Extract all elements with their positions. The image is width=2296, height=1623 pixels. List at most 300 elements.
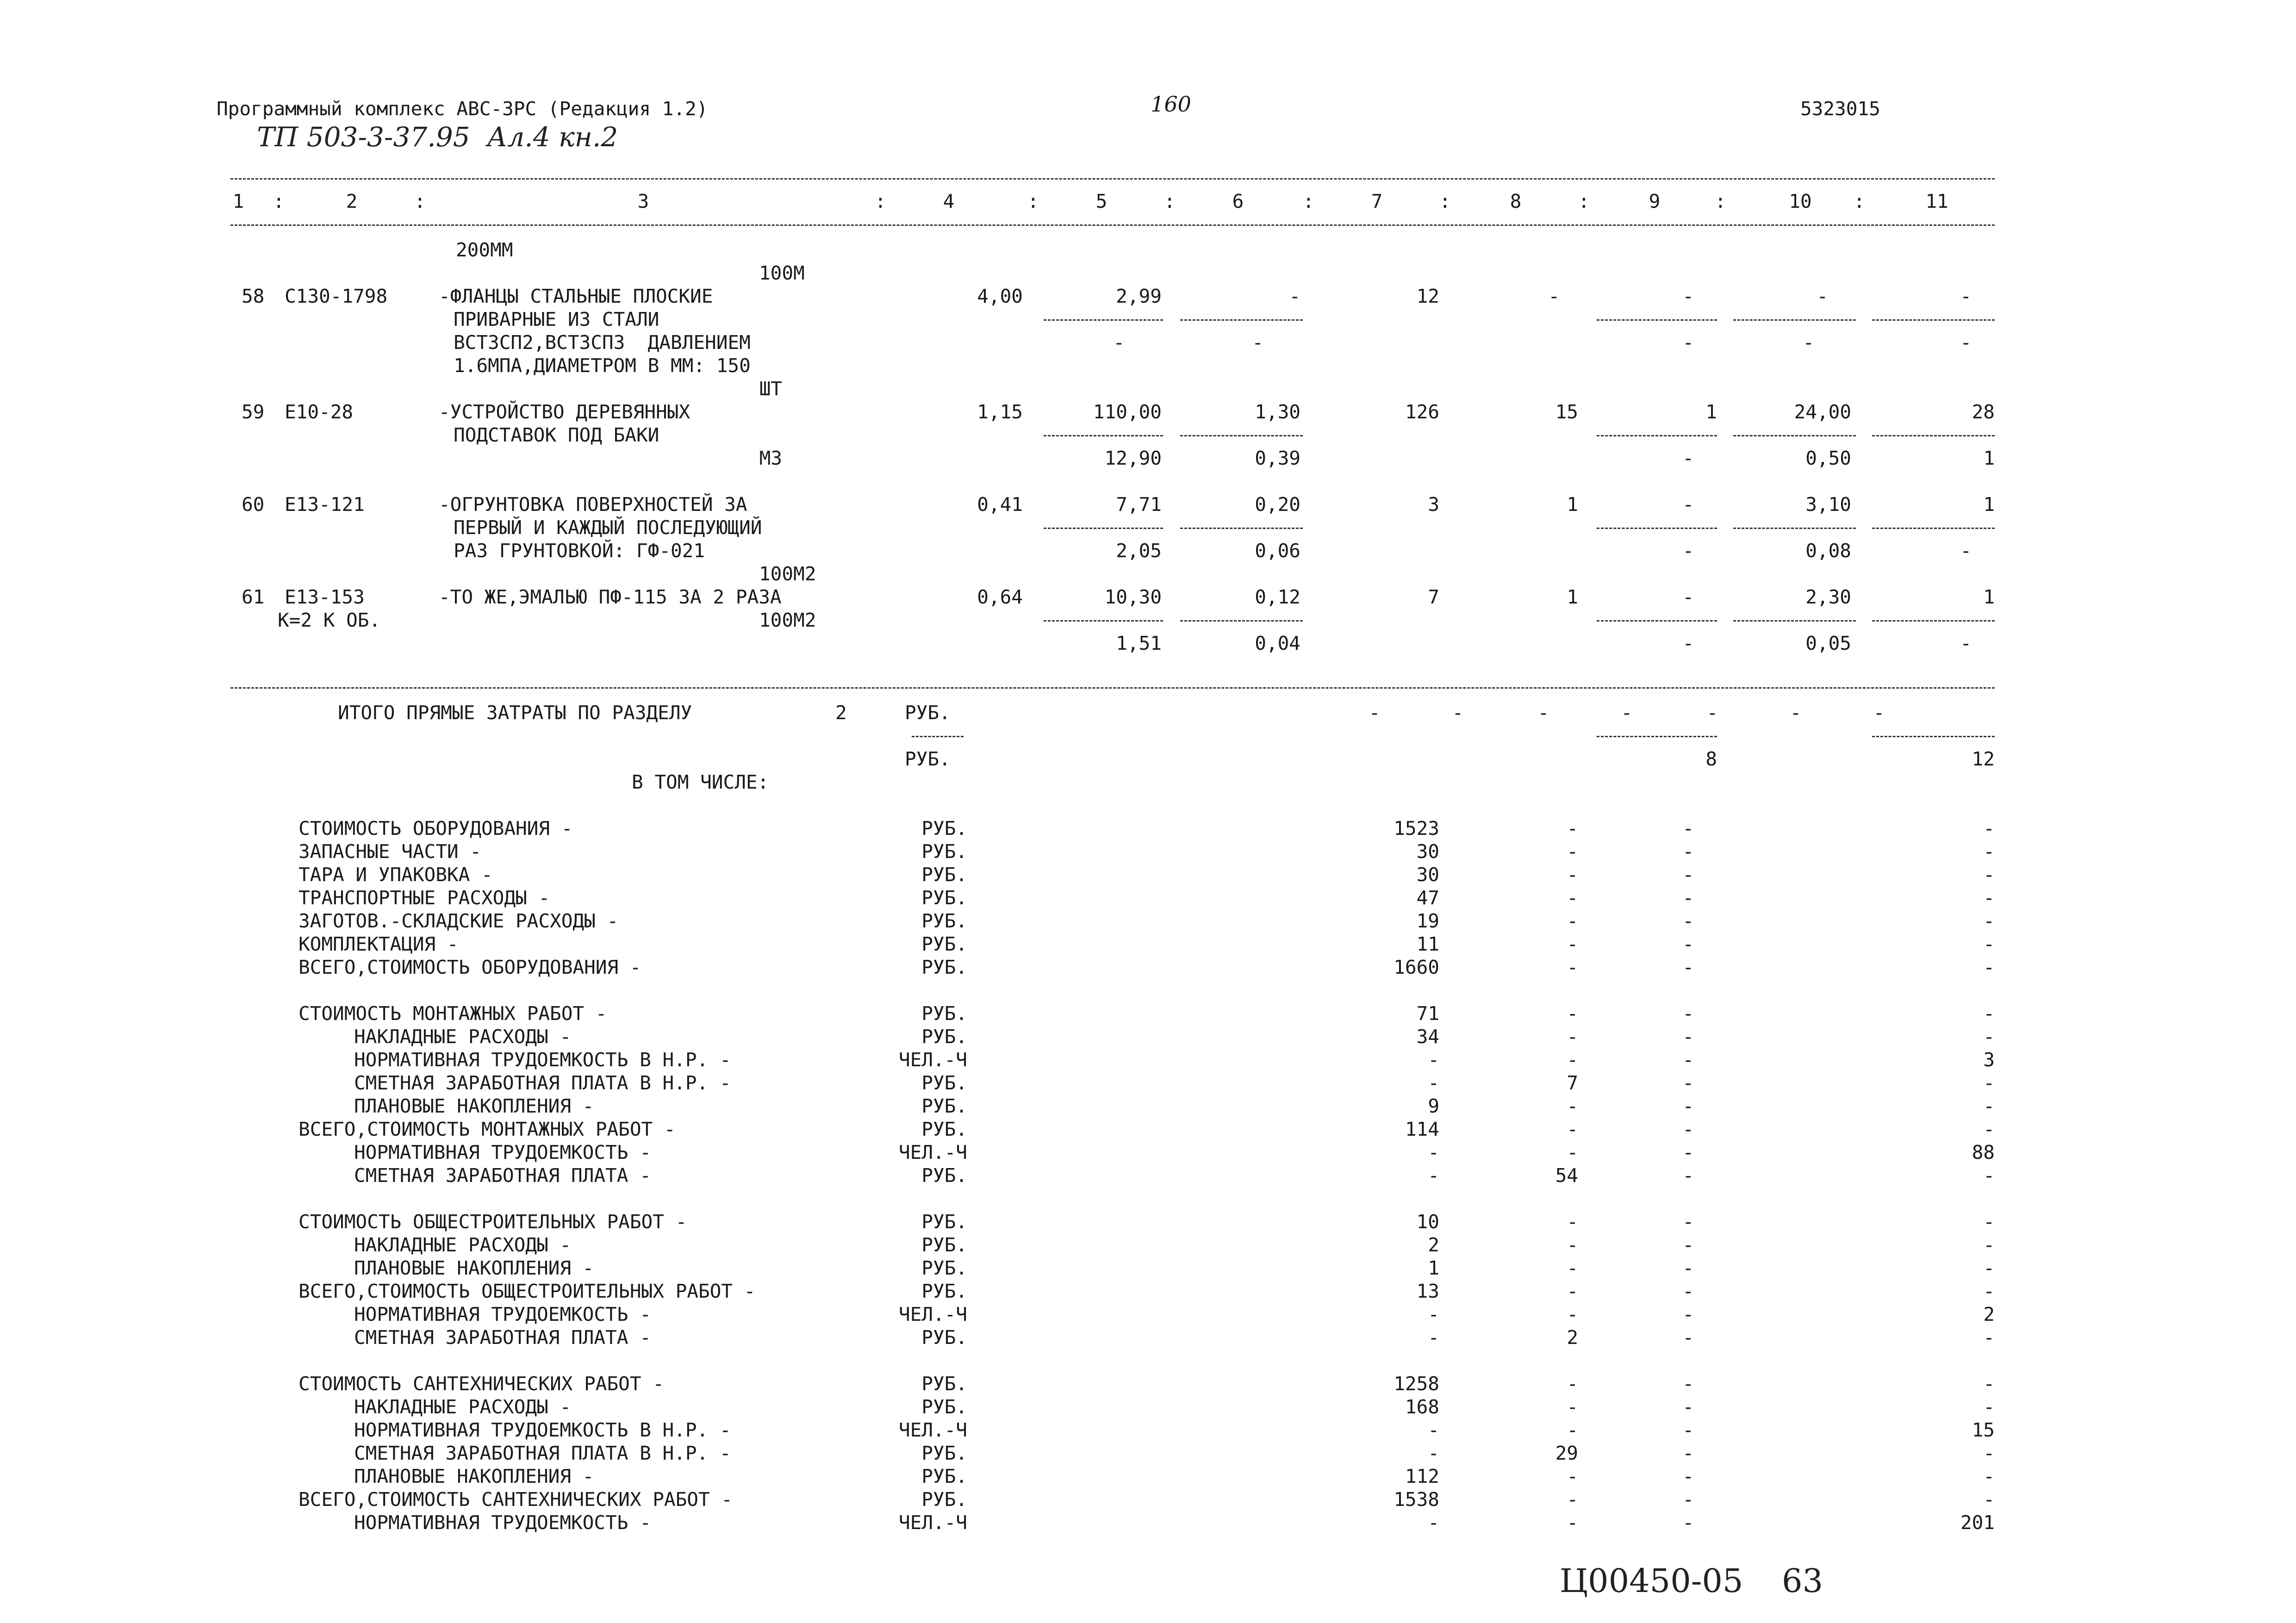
- summary-c7: 13: [1416, 1280, 1439, 1302]
- subtotal-rule: [1597, 528, 1717, 529]
- summary-c8: 2: [1567, 1326, 1578, 1349]
- summary-c8: -: [1567, 956, 1578, 978]
- summary-c8: -: [1567, 1396, 1578, 1418]
- archive-stamp: Ц00450-05: [1560, 1562, 1743, 1600]
- cell-wage-c9: -: [1682, 632, 1694, 654]
- cell-unit-cost: 110,00: [1093, 401, 1162, 423]
- subtotal-rule: [1872, 620, 1995, 622]
- carry-line: 200ММ: [456, 239, 513, 261]
- summary-c9: -: [1682, 956, 1694, 978]
- subtotal-rule: [1872, 528, 1995, 529]
- summary-unit: РУБ.: [921, 1026, 967, 1048]
- item-unit: ШТ: [759, 378, 782, 400]
- summary-label: СМЕТНАЯ ЗАРАБОТНАЯ ПЛАТА -: [354, 1326, 651, 1349]
- cell-c11: 1: [1983, 586, 1995, 608]
- totals-section: 2: [835, 702, 847, 724]
- cell-wage-c10: -: [1803, 331, 1814, 354]
- summary-unit: РУБ.: [921, 864, 967, 886]
- summary-label: ЗАПАСНЫЕ ЧАСТИ -: [299, 840, 481, 863]
- section-rule: [230, 687, 1995, 689]
- summary-c7: 1: [1428, 1257, 1439, 1279]
- cell-wage-c11: 1: [1983, 447, 1995, 469]
- cell-wage-c5: 12,90: [1104, 447, 1162, 469]
- summary-c8: -: [1567, 1419, 1578, 1441]
- cell-quantity: 0,64: [977, 586, 1023, 608]
- summary-unit: РУБ.: [921, 1118, 967, 1140]
- summary-c8: -: [1567, 1280, 1578, 1302]
- cell-c7: 12: [1416, 285, 1439, 307]
- item-number: 61: [242, 586, 265, 608]
- summary-c7: 168: [1405, 1396, 1439, 1418]
- summary-c7: 30: [1416, 864, 1439, 886]
- summary-label: ПЛАНОВЫЕ НАКОПЛЕНИЯ -: [354, 1257, 594, 1279]
- summary-c11: -: [1983, 1373, 1995, 1395]
- totals-title: ИТОГО ПРЯМЫЕ ЗАТРАТЫ ПО РАЗДЕЛУ: [338, 702, 692, 724]
- cell-wage-c6: 0,06: [1255, 540, 1300, 562]
- cell-wage-c11: -: [1960, 331, 1972, 354]
- item-code: С130-1798: [285, 285, 388, 307]
- subtotal-rule: [1872, 736, 1995, 737]
- doc-code: 5323015: [1800, 98, 1880, 120]
- totals-dash: -: [1452, 702, 1464, 724]
- summary-c8: -: [1567, 840, 1578, 863]
- totals-unit: РУБ.: [905, 702, 951, 724]
- summary-c7: -: [1428, 1511, 1439, 1534]
- cell-c10: 24,00: [1794, 401, 1851, 423]
- sheet-number: 63: [1782, 1562, 1823, 1600]
- column-label: 10: [1789, 190, 1812, 212]
- cell-c8: 15: [1555, 401, 1578, 423]
- cell-c11: 1: [1983, 493, 1995, 516]
- cell-wage-c11: -: [1960, 540, 1972, 562]
- summary-unit: РУБ.: [921, 1326, 967, 1349]
- page-number: 160: [1151, 92, 1191, 117]
- column-label: 4: [943, 190, 955, 212]
- summary-c11: 3: [1983, 1049, 1995, 1071]
- summary-c7: 114: [1405, 1118, 1439, 1140]
- cell-quantity: 0,41: [977, 493, 1023, 516]
- totals-c9: 8: [1705, 748, 1717, 770]
- summary-c9: -: [1682, 1141, 1694, 1163]
- summary-c11: -: [1983, 1026, 1995, 1048]
- summary-c11: 88: [1972, 1141, 1995, 1163]
- summary-unit: ЧЕЛ.-Ч: [898, 1511, 967, 1534]
- column-header-row: [0, 190, 2296, 213]
- summary-label: СТОИМОСТЬ ОБОРУДОВАНИЯ -: [299, 817, 573, 839]
- summary-c9: -: [1682, 1396, 1694, 1418]
- summary-c7: 11: [1416, 933, 1439, 955]
- subtotal-rule: [1733, 528, 1856, 529]
- summary-c11: -: [1983, 864, 1995, 886]
- summary-unit: РУБ.: [921, 887, 967, 909]
- summary-label: СМЕТНАЯ ЗАРАБОТНАЯ ПЛАТА В Н.Р. -: [354, 1442, 731, 1464]
- summary-c9: -: [1682, 864, 1694, 886]
- cell-c10: 3,10: [1805, 493, 1851, 516]
- cell-c9: 1: [1705, 401, 1717, 423]
- subtotal-rule: [1872, 319, 1995, 321]
- summary-unit: РУБ.: [921, 1373, 967, 1395]
- column-separator: :: [1715, 190, 1726, 212]
- column-separator: :: [1439, 190, 1451, 212]
- summary-c11: -: [1983, 887, 1995, 909]
- summary-c11: 2: [1983, 1303, 1995, 1325]
- summary-c8: -: [1567, 1257, 1578, 1279]
- summary-c9: -: [1682, 933, 1694, 955]
- summary-c7: -: [1428, 1072, 1439, 1094]
- cell-c10: 2,30: [1805, 586, 1851, 608]
- summary-unit: РУБ.: [921, 1442, 967, 1464]
- summary-label: СМЕТНАЯ ЗАРАБОТНАЯ ПЛАТА В Н.Р. -: [354, 1072, 731, 1094]
- cell-wage-c9: -: [1682, 447, 1694, 469]
- program-title: Программный комплекс АВС-3РС (Редакция 1.2): [217, 98, 708, 120]
- summary-label: НОРМАТИВНАЯ ТРУДОЕМКОСТЬ -: [354, 1141, 651, 1163]
- cell-c11: -: [1960, 285, 1972, 307]
- column-separator: :: [1303, 190, 1314, 212]
- summary-unit: РУБ.: [921, 956, 967, 978]
- item-desc-line: -ФЛАНЦЫ СТАЛЬНЫЕ ПЛОСКИЕ: [439, 285, 713, 307]
- cell-c11: 28: [1972, 401, 1995, 423]
- summary-unit: ЧЕЛ.-Ч: [898, 1419, 967, 1441]
- summary-unit: ЧЕЛ.-Ч: [898, 1049, 967, 1071]
- item-desc-line: ПОДСТАВОК ПОД БАКИ: [454, 424, 660, 446]
- cell-wage-c10: 0,08: [1805, 540, 1851, 562]
- column-label: 5: [1095, 190, 1108, 212]
- including-heading: В ТОМ ЧИСЛЕ:: [632, 771, 769, 793]
- summary-c8: -: [1567, 1511, 1578, 1534]
- item-code: Е10-28: [285, 401, 354, 423]
- summary-label: ВСЕГО,СТОИМОСТЬ САНТЕХНИЧЕСКИХ РАБОТ -: [299, 1488, 733, 1511]
- summary-c7: 34: [1416, 1026, 1439, 1048]
- summary-c8: -: [1567, 1488, 1578, 1511]
- cell-c7: 7: [1428, 586, 1439, 608]
- summary-unit: РУБ.: [921, 1396, 967, 1418]
- summary-c11: -: [1983, 817, 1995, 839]
- subtotal-rule: [1044, 620, 1163, 622]
- summary-c11: -: [1983, 1072, 1995, 1094]
- column-separator: :: [414, 190, 426, 212]
- item-desc-line: ВСТ3СП2,ВСТ3СП3 ДАВЛЕНИЕМ: [454, 331, 751, 354]
- summary-c8: 7: [1567, 1072, 1578, 1094]
- header-rule-bottom: [230, 224, 1995, 226]
- summary-c7: 10: [1416, 1211, 1439, 1233]
- item-unit: 100М2: [759, 563, 816, 585]
- summary-c9: -: [1682, 1002, 1694, 1025]
- subtotal-rule: [1044, 528, 1163, 529]
- summary-unit: РУБ.: [921, 1095, 967, 1117]
- column-label: 7: [1371, 190, 1383, 212]
- subtotal-rule: [1044, 435, 1163, 436]
- summary-label: НОРМАТИВНАЯ ТРУДОЕМКОСТЬ В Н.Р. -: [354, 1049, 731, 1071]
- summary-c9: -: [1682, 1049, 1694, 1071]
- summary-c7: 19: [1416, 910, 1439, 932]
- cell-c6: 0,12: [1255, 586, 1300, 608]
- summary-c7: 1660: [1394, 956, 1439, 978]
- summary-c7: -: [1428, 1049, 1439, 1071]
- summary-c9: -: [1682, 1118, 1694, 1140]
- summary-c8: -: [1567, 1118, 1578, 1140]
- summary-c8: -: [1567, 864, 1578, 886]
- column-label: 11: [1925, 190, 1948, 212]
- summary-c9: -: [1682, 887, 1694, 909]
- summary-c11: -: [1983, 1280, 1995, 1302]
- summary-label: ЗАГОТОВ.-СКЛАДСКИЕ РАСХОДЫ -: [299, 910, 619, 932]
- subtotal-rule: [1733, 620, 1856, 622]
- summary-c11: -: [1983, 933, 1995, 955]
- summary-c11: -: [1983, 1326, 1995, 1349]
- column-label: 6: [1232, 190, 1244, 212]
- item-unit: 100М2: [759, 609, 816, 631]
- column-label: 9: [1649, 190, 1661, 212]
- summary-c11: -: [1983, 910, 1995, 932]
- summary-c11: -: [1983, 1211, 1995, 1233]
- subtotal-rule: [1180, 435, 1303, 436]
- summary-c7: -: [1428, 1419, 1439, 1441]
- summary-c9: -: [1682, 1488, 1694, 1511]
- summary-c7: 30: [1416, 840, 1439, 863]
- summary-c7: 9: [1428, 1095, 1439, 1117]
- cell-unit-cost: 7,71: [1116, 493, 1162, 516]
- summary-c9: -: [1682, 1280, 1694, 1302]
- summary-c11: -: [1983, 1488, 1995, 1511]
- summary-unit: РУБ.: [921, 933, 967, 955]
- item-unit: М3: [759, 447, 782, 469]
- carry-unit: 100М: [759, 262, 805, 284]
- item-desc-line: -УСТРОЙСТВО ДЕРЕВЯННЫХ: [439, 401, 691, 423]
- cell-c6: 1,30: [1255, 401, 1300, 423]
- summary-c11: -: [1983, 1164, 1995, 1187]
- cell-c6: 0,20: [1255, 493, 1300, 516]
- summary-c7: 47: [1416, 887, 1439, 909]
- summary-c9: -: [1682, 840, 1694, 863]
- summary-c11: -: [1983, 1396, 1995, 1418]
- cell-wage-c5: 1,51: [1116, 632, 1162, 654]
- summary-c8: -: [1567, 1002, 1578, 1025]
- summary-unit: РУБ.: [921, 1488, 967, 1511]
- subtotal-rule: [1180, 528, 1303, 529]
- summary-c9: -: [1682, 1326, 1694, 1349]
- summary-c11: -: [1983, 1465, 1995, 1487]
- cell-c10: -: [1817, 285, 1828, 307]
- item-desc-line: 1.6МПА,ДИАМЕТРОМ В ММ: 150: [454, 354, 751, 377]
- summary-c8: 29: [1555, 1442, 1578, 1464]
- totals-dash: -: [1621, 702, 1633, 724]
- summary-c8: -: [1567, 1141, 1578, 1163]
- column-label: 2: [346, 190, 358, 212]
- summary-c11: -: [1983, 1442, 1995, 1464]
- summary-c8: -: [1567, 1095, 1578, 1117]
- totals-unit-2: РУБ.: [905, 748, 951, 770]
- summary-c9: -: [1682, 1442, 1694, 1464]
- item-desc-line: ПРИВАРНЫЕ ИЗ СТАЛИ: [454, 308, 660, 330]
- summary-label: НАКЛАДНЫЕ РАСХОДЫ -: [354, 1026, 571, 1048]
- cell-c8: 1: [1567, 493, 1578, 516]
- summary-c8: -: [1567, 817, 1578, 839]
- summary-unit: РУБ.: [921, 1234, 967, 1256]
- summary-unit: РУБ.: [921, 910, 967, 932]
- summary-label: ВСЕГО,СТОИМОСТЬ ОБЩЕСТРОИТЕЛЬНЫХ РАБОТ -: [299, 1280, 756, 1302]
- summary-unit: РУБ.: [921, 1280, 967, 1302]
- summary-c8: -: [1567, 933, 1578, 955]
- totals-dash: -: [1706, 702, 1718, 724]
- item-desc-line: РАЗ ГРУНТОВКОЙ: ГФ-021: [454, 540, 705, 562]
- item-desc-line: -ТО ЖЕ,ЭМАЛЬЮ ПФ-115 ЗА 2 РАЗА: [439, 586, 782, 608]
- totals-dash: -: [1873, 702, 1885, 724]
- handwritten-reference: ТП 503-3-37.95 Ал.4 кн.2: [257, 121, 618, 153]
- summary-label: СМЕТНАЯ ЗАРАБОТНАЯ ПЛАТА -: [354, 1164, 651, 1187]
- cell-c7: 3: [1428, 493, 1439, 516]
- cell-wage-c6: -: [1252, 331, 1263, 354]
- cell-wage-c10: 0,50: [1805, 447, 1851, 469]
- summary-c7: 2: [1428, 1234, 1439, 1256]
- summary-c11: 201: [1960, 1511, 1995, 1534]
- item-number: 58: [242, 285, 265, 307]
- summary-unit: РУБ.: [921, 1211, 967, 1233]
- summary-c7: 1258: [1394, 1373, 1439, 1395]
- subtotal-rule: [1733, 435, 1856, 436]
- subtotal-rule: [1180, 319, 1303, 321]
- summary-c8: -: [1567, 887, 1578, 909]
- summary-c9: -: [1682, 1072, 1694, 1094]
- summary-c9: -: [1682, 1373, 1694, 1395]
- summary-c11: -: [1983, 1118, 1995, 1140]
- column-label: 1: [232, 190, 244, 212]
- column-separator: :: [273, 190, 285, 212]
- summary-c9: -: [1682, 1465, 1694, 1487]
- subtotal-rule: [1597, 736, 1717, 737]
- cell-wage-c6: 0,04: [1255, 632, 1300, 654]
- cell-c6: -: [1289, 285, 1300, 307]
- cell-wage-c9: -: [1682, 331, 1694, 354]
- cell-c7: 126: [1405, 401, 1439, 423]
- summary-c9: -: [1682, 1211, 1694, 1233]
- subtotal-rule: [912, 736, 964, 737]
- summary-label: СТОИМОСТЬ САНТЕХНИЧЕСКИХ РАБОТ -: [299, 1373, 664, 1395]
- summary-c7: -: [1428, 1326, 1439, 1349]
- summary-c9: -: [1682, 1164, 1694, 1187]
- cell-wage-c10: 0,05: [1805, 632, 1851, 654]
- summary-c8: -: [1567, 1373, 1578, 1395]
- summary-c8: -: [1567, 910, 1578, 932]
- totals-dash: -: [1369, 702, 1381, 724]
- totals-c11: 12: [1972, 748, 1995, 770]
- column-separator: :: [1164, 190, 1176, 212]
- summary-c8: -: [1567, 1303, 1578, 1325]
- subtotal-rule: [1872, 435, 1995, 436]
- summary-c7: -: [1428, 1442, 1439, 1464]
- summary-c9: -: [1682, 1303, 1694, 1325]
- column-separator: :: [1578, 190, 1590, 212]
- summary-c8: -: [1567, 1049, 1578, 1071]
- cell-quantity: 4,00: [977, 285, 1023, 307]
- summary-label: НАКЛАДНЫЕ РАСХОДЫ -: [354, 1396, 571, 1418]
- summary-c8: -: [1567, 1465, 1578, 1487]
- summary-c9: -: [1682, 910, 1694, 932]
- column-label: 3: [637, 190, 649, 212]
- subtotal-rule: [1597, 319, 1717, 321]
- summary-label: НОРМАТИВНАЯ ТРУДОЕМКОСТЬ В Н.Р. -: [354, 1419, 731, 1441]
- summary-unit: РУБ.: [921, 1465, 967, 1487]
- cell-wage-c6: 0,39: [1255, 447, 1300, 469]
- summary-label: НАКЛАДНЫЕ РАСХОДЫ -: [354, 1234, 571, 1256]
- summary-c11: -: [1983, 1002, 1995, 1025]
- summary-unit: ЧЕЛ.-Ч: [898, 1303, 967, 1325]
- summary-c7: 1523: [1394, 817, 1439, 839]
- summary-c9: -: [1682, 1257, 1694, 1279]
- cell-wage-c11: -: [1960, 632, 1972, 654]
- cell-quantity: 1,15: [977, 401, 1023, 423]
- summary-c7: 112: [1405, 1465, 1439, 1487]
- summary-unit: ЧЕЛ.-Ч: [898, 1141, 967, 1163]
- summary-c9: -: [1682, 1095, 1694, 1117]
- cell-c8: -: [1548, 285, 1560, 307]
- subtotal-rule: [1733, 319, 1856, 321]
- summary-c9: -: [1682, 1511, 1694, 1534]
- item-code: Е13-153: [285, 586, 365, 608]
- summary-label: НОРМАТИВНАЯ ТРУДОЕМКОСТЬ -: [354, 1511, 651, 1534]
- subtotal-rule: [1597, 435, 1717, 436]
- summary-label: СТОИМОСТЬ ОБЩЕСТРОИТЕЛЬНЫХ РАБОТ -: [299, 1211, 687, 1233]
- summary-c7: 1538: [1394, 1488, 1439, 1511]
- cell-c9: -: [1682, 493, 1694, 516]
- summary-c7: -: [1428, 1303, 1439, 1325]
- summary-unit: РУБ.: [921, 1164, 967, 1187]
- summary-c11: -: [1983, 1257, 1995, 1279]
- item-code-note: К=2 К ОБ.: [278, 609, 381, 631]
- column-separator: :: [1027, 190, 1039, 212]
- summary-label: СТОИМОСТЬ МОНТАЖНЫХ РАБОТ -: [299, 1002, 607, 1025]
- cell-unit-cost: 10,30: [1104, 586, 1162, 608]
- summary-c11: -: [1983, 956, 1995, 978]
- totals-dash: -: [1537, 702, 1549, 724]
- summary-label: ВСЕГО,СТОИМОСТЬ ОБОРУДОВАНИЯ -: [299, 956, 641, 978]
- summary-c8: -: [1567, 1234, 1578, 1256]
- cell-wage-c5: 2,05: [1116, 540, 1162, 562]
- cell-unit-cost: 2,99: [1116, 285, 1162, 307]
- column-label: 8: [1510, 190, 1522, 212]
- summary-c11: 15: [1972, 1419, 1995, 1441]
- item-desc-line: -ОГРУНТОВКА ПОВЕРХНОСТЕЙ ЗА: [439, 493, 747, 516]
- column-separator: :: [1854, 190, 1865, 212]
- summary-c8: -: [1567, 1026, 1578, 1048]
- cell-wage-c9: -: [1682, 540, 1694, 562]
- summary-label: ТРАНСПОРТНЫЕ РАСХОДЫ -: [299, 887, 550, 909]
- item-desc-line: ПЕРВЫЙ И КАЖДЫЙ ПОСЛЕДУЮЩИЙ: [454, 516, 762, 539]
- summary-label: НОРМАТИВНАЯ ТРУДОЕМКОСТЬ -: [354, 1303, 651, 1325]
- summary-c8: -: [1567, 1211, 1578, 1233]
- item-number: 59: [242, 401, 265, 423]
- cell-c9: -: [1682, 285, 1694, 307]
- summary-unit: РУБ.: [921, 1257, 967, 1279]
- summary-label: ПЛАНОВЫЕ НАКОПЛЕНИЯ -: [354, 1095, 594, 1117]
- summary-label: КОМПЛЕКТАЦИЯ -: [299, 933, 459, 955]
- subtotal-rule: [1180, 620, 1303, 622]
- item-number: 60: [242, 493, 265, 516]
- summary-unit: РУБ.: [921, 1072, 967, 1094]
- summary-unit: РУБ.: [921, 1002, 967, 1025]
- summary-c8: 54: [1555, 1164, 1578, 1187]
- summary-label: ПЛАНОВЫЕ НАКОПЛЕНИЯ -: [354, 1465, 594, 1487]
- subtotal-rule: [1597, 620, 1717, 622]
- summary-c11: -: [1983, 1095, 1995, 1117]
- summary-unit: РУБ.: [921, 840, 967, 863]
- cell-c9: -: [1682, 586, 1694, 608]
- summary-unit: РУБ.: [921, 817, 967, 839]
- summary-c9: -: [1682, 1026, 1694, 1048]
- summary-label: ВСЕГО,СТОИМОСТЬ МОНТАЖНЫХ РАБОТ -: [299, 1118, 676, 1140]
- subtotal-rule: [1044, 319, 1163, 321]
- cell-c8: 1: [1567, 586, 1578, 608]
- summary-c9: -: [1682, 817, 1694, 839]
